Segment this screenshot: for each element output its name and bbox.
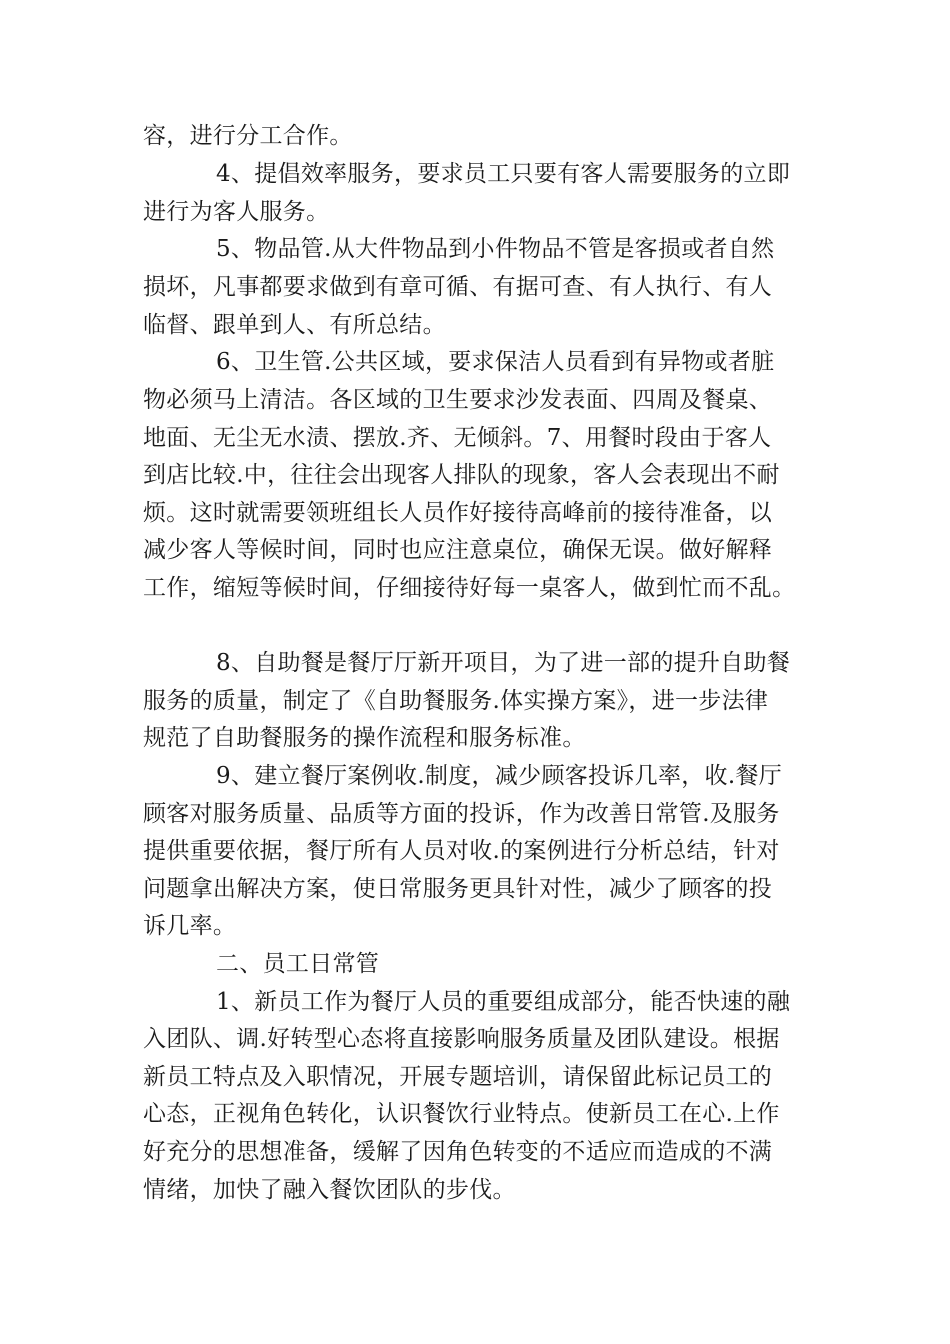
text-line: 临督、跟单到人、有所总结。 bbox=[143, 312, 446, 338]
paragraph-6-start: 6、卫生管.公共区域，要求保洁人员看到有异物或者脏 bbox=[216, 349, 775, 375]
section-heading: 二、员工日常管 bbox=[216, 951, 380, 977]
text-line: 心态，正视角色转化，认识餐饮行业特点。使新员工在心.上作 bbox=[143, 1101, 780, 1127]
text-line: 物必须马上清洁。各区域的卫生要求沙发表面、四周及餐桌、 bbox=[143, 387, 773, 413]
text-line: 规范了自助餐服务的操作流程和服务标准。 bbox=[143, 725, 586, 751]
text-line: 顾客对服务质量、品质等方面的投诉，作为改善日常管.及服务 bbox=[143, 801, 780, 827]
paragraph-4-start: 4、提倡效率服务，要求员工只要有客人需要服务的立即 bbox=[216, 161, 791, 187]
text-line: 地面、无尘无水渍、摆放.齐、无倾斜。7、用餐时段由于客人 bbox=[143, 425, 772, 451]
paragraph-8-start: 8、自助餐是餐厅厅新开项目，为了进一部的提升自助餐 bbox=[216, 650, 791, 676]
text-line: 服务的质量，制定了《自助餐服务.体实操方案》，进一步法律 bbox=[143, 688, 769, 714]
paragraph-1-start: 1、新员工作为餐厅人员的重要组成部分，能否快速的融 bbox=[216, 989, 791, 1015]
text-line: 进行为客人服务。 bbox=[143, 199, 330, 225]
text-line: 损坏，凡事都要求做到有章可循、有据可查、有人执行、有人 bbox=[143, 274, 773, 300]
paragraph-9-start: 9、建立餐厅案例收.制度，减少顾客投诉几率，收.餐厅 bbox=[216, 763, 783, 789]
text-line: 工作，缩短等候时间，仔细接待好每一桌客人，做到忙而不乱。 bbox=[143, 575, 796, 601]
text-line: 好充分的思想准备，缓解了因角色转变的不适应而造成的不满 bbox=[143, 1139, 773, 1165]
text-line: 问题拿出解决方案，使日常服务更具针对性，减少了顾客的投 bbox=[143, 876, 773, 902]
paragraph-5-start: 5、物品管.从大件物品到小件物品不管是客损或者自然 bbox=[216, 236, 775, 262]
text-line: 烦。这时就需要领班组长人员作好接待高峰前的接待准备，以 bbox=[143, 500, 773, 526]
text-line: 情绪，加快了融入餐饮团队的步伐。 bbox=[143, 1177, 516, 1203]
text-line: 诉几率。 bbox=[143, 913, 237, 939]
text-line: 减少客人等候时间，同时也应注意桌位，确保无误。做好解释 bbox=[143, 537, 773, 563]
text-line: 提供重要依据，餐厅所有人员对收.的案例进行分析总结，针对 bbox=[143, 838, 780, 864]
text-line: 到店比较.中，往往会出现客人排队的现象，客人会表现出不耐 bbox=[143, 462, 780, 488]
text-line: 新员工特点及入职情况，开展专题培训，请保留此标记员工的 bbox=[143, 1064, 773, 1090]
text-line: 入团队、调.好转型心态将直接影响服务质量及团队建设。根据 bbox=[143, 1026, 780, 1052]
text-line: 容，进行分工合作。 bbox=[143, 123, 353, 149]
